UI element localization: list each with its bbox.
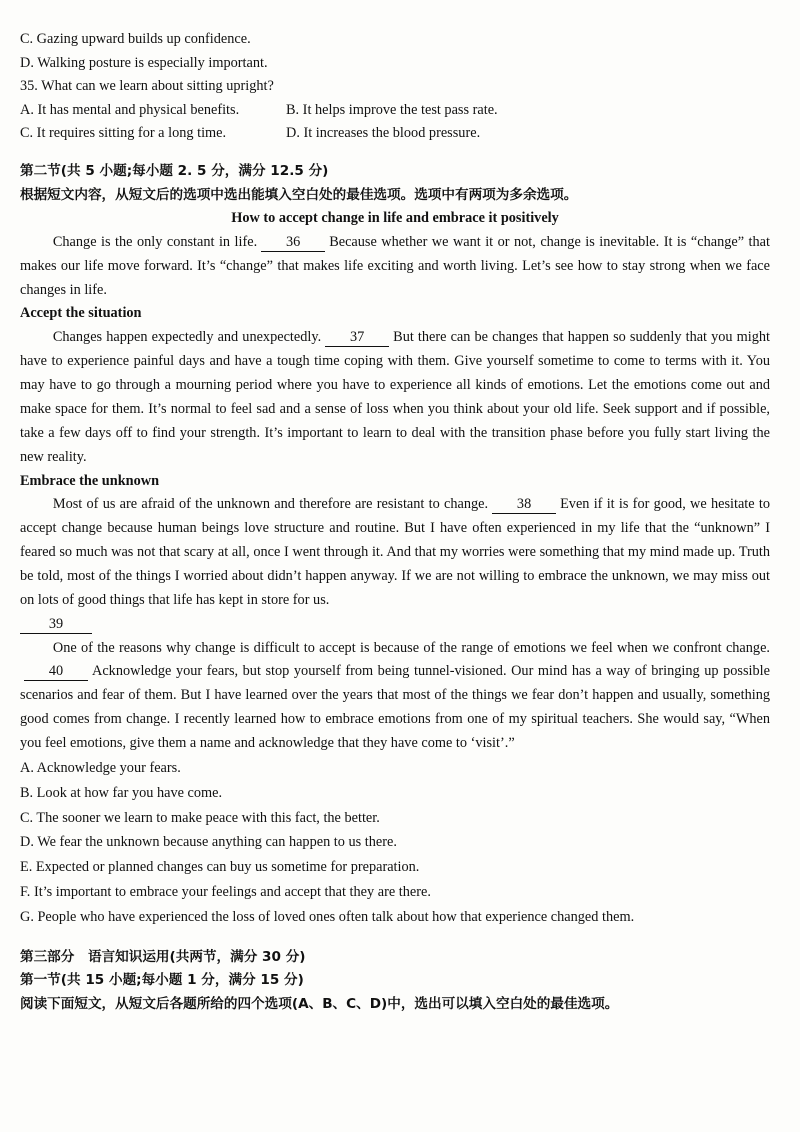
option-d: D. Walking posture is especially important.	[20, 54, 268, 71]
part-heading: 第三部分 语言知识运用(共两节，满分 30 分)	[20, 948, 306, 965]
choice-e: E. Expected or planned changes can buy us sometime for preparation.	[20, 859, 420, 876]
choice-d: D. We fear the unknown because anything can happen to us there.	[20, 834, 397, 851]
subheading-accept: Accept the situation	[20, 305, 142, 322]
section-2	[20, 160, 770, 207]
text: But there can be changes that happen so suddenly that you might have to experience painful days and have a tough time coping with them. Give yourself sometime to come to terms with it. You may have to go through a mourning period where you have to experience all kinds of emotions. Let the emotions come out and make space for them. It’s normal to feel sad and a sense of loss when you think about your old life. Seek support and if possible, take a few days off to find your strength. It’s important to learn to deal with the transition phase before you fully start living the new reality.	[20, 329, 771, 465]
subheading-blank-39	[20, 613, 770, 637]
paragraph-3	[20, 493, 770, 613]
option-row	[20, 122, 770, 146]
part-3	[20, 946, 770, 1017]
blank-40: 40	[24, 663, 88, 681]
option-a: A. It has mental and physical benefits.	[20, 101, 240, 118]
choice-c: C. The sooner we learn to make peace with this fact, the better.	[20, 809, 380, 826]
passage-title: How to accept change in life and embrace it positively	[231, 210, 559, 227]
text: Changes happen expectedly and unexpectedly.	[52, 329, 322, 346]
question-35	[20, 75, 770, 146]
choice-a: A. Acknowledge your fears.	[20, 760, 181, 777]
blank-37: 37	[325, 329, 389, 347]
text: Even if it is for good, we hesitate to accept change because human beings love structure and routine. But I have often experienced in my life that the “unknown” I feared so much was not that scary at all, once I went through it. And that my worries were something that my mind made up. Truth be told, most of the things I worried about didn’t happen anyway. If we are not willing to embrace the unknown, we may miss out on lots of good things that life has kept in store for us.	[20, 496, 770, 608]
choice-b: B. Look at how far you have come.	[20, 784, 223, 801]
text: Acknowledge your fears, but stop yourself from being tunnel-visioned. Our mind has a way of bringing up possible scenarios and fear of them. But I have learned over the years that most of the things we fear don’t happen and usually, something good comes from change. I recently learned how to embrace emotions from one of my spiritual teachers. She would say, “When you feel emotions, give them a name and acknowledge that they have come to ‘visit’.”	[20, 663, 770, 752]
option-d: D. It increases the blood pressure.	[286, 125, 481, 142]
paragraph-4	[20, 637, 770, 757]
text: Because whether we want it or not, change is inevitable. It is “change” that makes our life move forward. It’s “change” that makes life exciting and worth living. Let’s see how to stay strong when we face changes in life.	[20, 233, 770, 298]
option-c: C. It requires sitting for a long time.	[20, 125, 227, 142]
text: Most of us are afraid of the unknown and therefore are resistant to change.	[52, 496, 489, 513]
part-instruction: 阅读下面短文，从短文后各题所给的四个选项(A、B、C、D)中，选出可以填入空白处的最佳选项。	[20, 995, 619, 1012]
passage	[20, 207, 770, 756]
answer-choices	[20, 756, 770, 930]
blank-39: 39	[20, 616, 92, 634]
option-row	[20, 99, 770, 123]
blank-38: 38	[492, 496, 556, 514]
choice-g: G. People who have experienced the loss of loved ones often talk about how that experience changed them.	[20, 908, 635, 925]
option-b: B. It helps improve the test pass rate.	[286, 101, 498, 118]
section-heading: 第二节(共 5 小题;每小题 2. 5 分，满分 12.5 分)	[20, 162, 329, 179]
top-options	[20, 28, 770, 75]
choice-f: F. It’s important to embrace your feelings and accept that they are there.	[20, 884, 431, 901]
section-instruction: 根据短文内容，从短文后的选项中选出能填入空白处的最佳选项。选项中有两项为多余选项。	[20, 186, 578, 203]
paragraph-1	[20, 231, 770, 303]
subheading-embrace: Embrace the unknown	[20, 472, 160, 489]
question-stem: 35. What can we learn about sitting upright?	[20, 78, 274, 95]
text: One of the reasons why change is difficult to accept is because of the range of emotions we feel when we confront change.	[52, 639, 770, 656]
option-c: C. Gazing upward builds up confidence.	[20, 31, 251, 47]
paragraph-2	[20, 326, 770, 469]
part-sub-heading: 第一节(共 15 小题;每小题 1 分，满分 15 分)	[20, 972, 304, 989]
text: Change is the only constant in life.	[52, 233, 258, 250]
blank-36: 36	[261, 234, 325, 252]
